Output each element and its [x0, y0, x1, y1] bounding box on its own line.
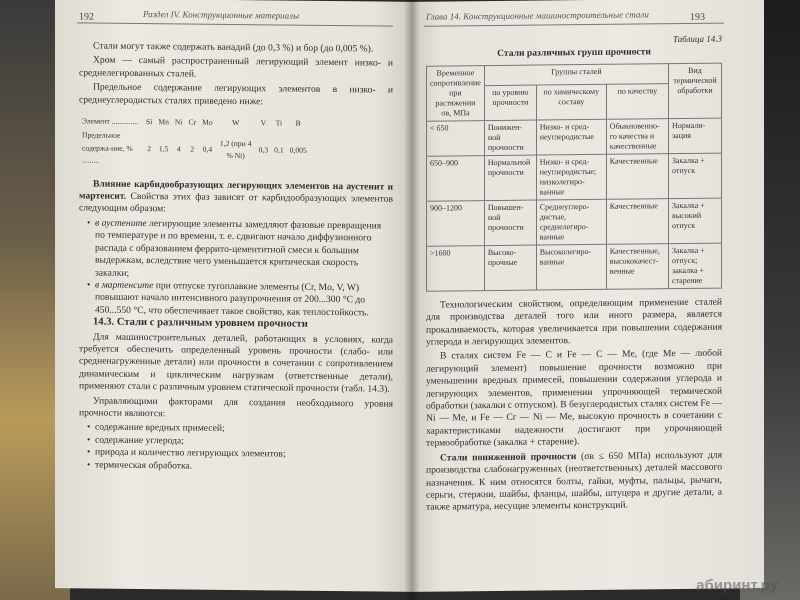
- th-groups: Группы сталей: [484, 63, 668, 86]
- table-cell: Закалка + отпуск; закалка + старение: [669, 243, 722, 289]
- factors-list: [79, 422, 393, 475]
- table-cell: Обыкновенно-го качества и качественные: [606, 118, 668, 154]
- element-limit: 1,5: [158, 144, 169, 154]
- table-cell: 650–900: [427, 155, 485, 201]
- bullet-martensite: [89, 279, 393, 319]
- carbide-heading: Влияние карбидообразующих легирующих элементов на аустенит и мартенсит.: [79, 178, 393, 202]
- right-paragraph-3: [426, 449, 722, 514]
- table-cell: Качественные, высококачест-венные: [606, 243, 668, 289]
- intro-paragraph-3: Предельное содержание легирующих элементов в низко- и среднеуглеродистых сталях приведено ниже:: [79, 81, 393, 107]
- intro-paragraph-1: Стали могут также содержать ванадий (до 0,3 %) и бор (до 0,005 %).: [93, 40, 374, 55]
- austenite-text: легирующие элементы замедляют фазовые превращения по температуре и по времени, т. е. сдвигают начало диффузионного распада с образованием феррито-цементитной смеси к большим выдержкам, вследствие чего уменьшается критическая скорость закалки;: [95, 217, 382, 279]
- table-label: Таблица 14.3: [672, 33, 722, 45]
- element-name: Mo: [202, 117, 213, 127]
- element-name: Cr: [188, 117, 197, 127]
- right-paragraph-2: В сталях систем Fe — C и Fe — C — Me, (где Me — любой легирующий элемент) повышение прочности возможно при уменьшении вредных примесей, повышении содержания углерода и легирующих элементов, применении упрочняющей термической обработки (закалки с отпуском). В безуглеродистых сталях систем Fe — Ni — Me, и Fe — Cr — Ni — Me, высокую прочность в сочетании с характеристиками надежности достигают при упрочняющей термообработке (закалка + старение).: [426, 348, 723, 449]
- section-heading: 14.3. Стали с различным уровнем прочности: [93, 316, 308, 330]
- low-strength-text: используют для производства слабонагруженных (неответственных) деталей массового назначения. К ним относятся болты, гайки, муфты, пальцы, рычаги, серьги, стержни, шайбы, фланцы, шайбы, штуцера и другие детали, а также арматура, несущие элементы конструкций.: [426, 449, 722, 514]
- low-strength-range: (σв ≤ 650 МПа): [581, 450, 651, 462]
- left-head-rule: [77, 22, 393, 26]
- element-name: Si: [146, 117, 153, 127]
- table-row: [427, 153, 722, 201]
- table-cell: Нормальной прочности: [484, 155, 536, 201]
- element-limit: 4: [176, 144, 181, 154]
- th-by-quality: по качеству: [606, 84, 668, 119]
- table-title: Стали различных групп прочности: [497, 46, 651, 60]
- table-cell: Качественные: [606, 198, 668, 244]
- element-limit: 0,4: [202, 144, 213, 154]
- th-strength: Временное сопротивление при растяжении σв, МПа: [427, 65, 485, 121]
- table-cell: Повышен-ной прочности: [484, 200, 536, 246]
- table-row: [427, 118, 722, 156]
- table-cell: Качественные: [606, 153, 668, 199]
- table-cell: 900–1200: [427, 200, 485, 246]
- martensite-term: в мартенсите: [95, 279, 154, 292]
- element-limit: 0,3: [258, 145, 269, 155]
- element-limit: 0,005: [289, 145, 307, 155]
- right-running-head: Глава 14. Конструкционные машиностроительные стали: [426, 9, 649, 22]
- table-cell: Понижен-ной прочности: [484, 120, 536, 156]
- table-cell: >1600: [427, 245, 485, 291]
- th-treatment: Вид термической обработки: [669, 63, 722, 119]
- element-name: Ti: [275, 118, 283, 128]
- limit-row-label: Предельное содержа-ние, % .........: [82, 130, 133, 165]
- element-limit: 0,1: [274, 145, 284, 155]
- table-cell: Высоколегиро-ванные: [536, 244, 606, 290]
- element-name: V: [260, 118, 267, 128]
- carbide-text: Свойства этих фаз зависят от карбидообразующих элементов следующим образом:: [79, 190, 393, 215]
- left-text-column: [79, 40, 393, 474]
- table-cell: Закалка + высокий отпуск: [669, 198, 722, 244]
- section-paragraph: Для машиностроительных деталей, работающих в условиях, когда требуется обеспечить определенный уровень прочности (слабо- или средненагруженные детали) или прочности в сочетании с сопротивлением динамическим и циклическим нагрузкам (ответственные детали), применяют стали с различным уровнем статической прочности (табл. 14.3).: [79, 331, 393, 395]
- book-gutter: [404, 0, 420, 600]
- element-limit: 2: [190, 144, 195, 154]
- factor-item: • природа и количество легирующих элементов;: [89, 447, 393, 463]
- table-cell: Среднеуглеро-дистые, среднелегиро-ванные: [536, 199, 606, 245]
- carbide-bullets: [79, 217, 393, 320]
- element-limits-table: [79, 114, 310, 170]
- element-row-label: Элемент ..............: [82, 116, 139, 127]
- table-cell: Закалка + отпуск: [669, 153, 722, 199]
- element-name: B: [295, 118, 301, 128]
- element-limit: 2: [147, 143, 152, 153]
- right-page-number: 193: [690, 11, 705, 23]
- right-paragraph-1: Технологическим свойством, определяющим применение сталей для производства деталей того или иного размера, является прокаливаемость, которая увеличивается при повышении содержания углерода и легирующих элементов.: [426, 296, 722, 348]
- factors-intro: Управляющими факторами для создания необходимого уровня прочности являются:: [79, 395, 393, 420]
- martensite-text: при отпуске тугоплавкие элементы (Cr, Mo, V, W) повышают начало интенсивного разупрочнения от 200...300 °C до 450...550 °C, что обеспечивает такое свойство, как теплостойкость.: [95, 280, 369, 319]
- factor-item: • термическая обработка.: [89, 459, 393, 475]
- element-name: Ni: [174, 117, 183, 127]
- strength-table: [426, 62, 722, 291]
- factor-item: • содержание вредных примесей;: [89, 422, 393, 438]
- table-cell: < 650: [427, 120, 485, 156]
- intro-paragraph-2: Хром — самый распространенный легирующий элемент низко- и среднелегированных сталей.: [79, 54, 393, 80]
- table-row: [427, 198, 722, 246]
- table-cell: Низко- и сред-неуглеродистые; низколегиро-ванные: [536, 154, 606, 200]
- table-cell: Нормали-зация: [669, 118, 722, 154]
- table-cell: Высоко-прочные: [484, 245, 536, 291]
- watermark-logo: абиринт.ру: [696, 577, 778, 594]
- th-by-strength: по уровню прочности: [484, 85, 536, 120]
- right-text-column: [426, 33, 722, 517]
- left-page-number: 192: [79, 11, 94, 23]
- left-page: [55, 0, 412, 592]
- table-row: [427, 243, 722, 291]
- element-name: Mn: [158, 117, 169, 127]
- left-running-head: Раздел IV. Конструкционные материалы: [143, 9, 300, 21]
- th-by-composition: по химическому составу: [536, 85, 606, 120]
- factor-item: • содержание углерода;: [89, 434, 393, 450]
- carbide-paragraph: [79, 178, 393, 219]
- element-name: W: [232, 118, 240, 128]
- bullet-austenite: [89, 217, 393, 282]
- element-limit: 1,2 (при 4 % Ni): [219, 138, 252, 161]
- right-page: [412, 0, 764, 592]
- table-cell: Низко- и сред-неуглеродистые: [536, 119, 606, 155]
- right-head-rule: [424, 23, 724, 27]
- austenite-term: в аустените: [95, 217, 147, 229]
- low-strength-term: Стали пониженной прочности: [440, 450, 577, 464]
